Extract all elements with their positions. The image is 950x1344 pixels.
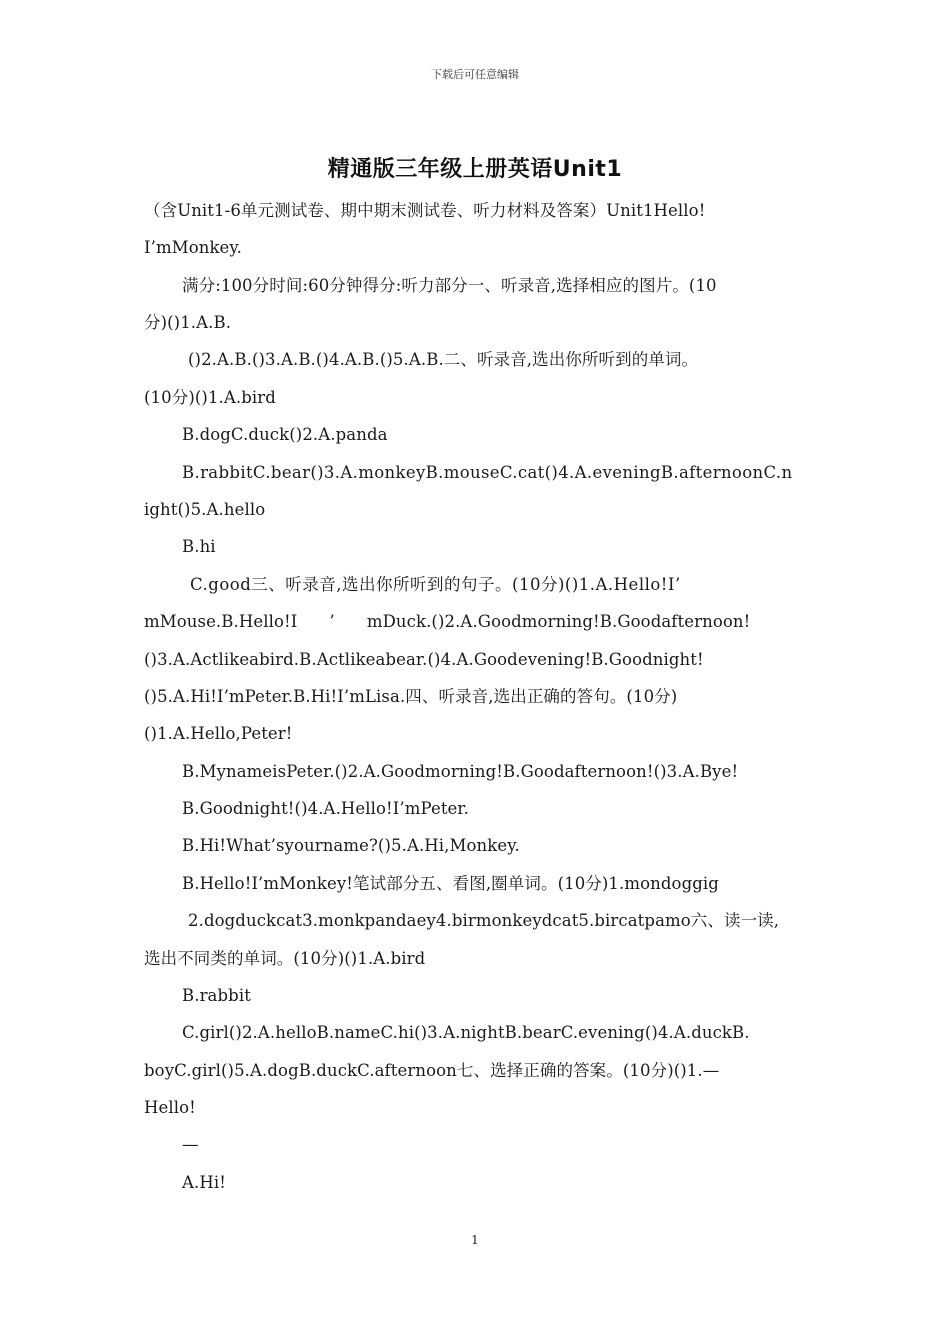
body-line: B.Hi!What’syourname?()5.A.Hi,Monkey. bbox=[182, 836, 520, 855]
body-line: — bbox=[182, 1135, 199, 1154]
body-line: C.girl()2.A.helloB.nameC.hi()3.A.nightB.bearC.evening()4.A.duckB. bbox=[182, 1023, 750, 1042]
body-line: boyC.girl()5.A.dogB.duckC.afternoon七、选择正确的答案。(10分)()1.— bbox=[144, 1061, 720, 1080]
body-line: I’mMonkey. bbox=[144, 238, 243, 257]
body-line: ()2.A.B.()3.A.B.()4.A.B.()5.A.B.二、听录音,选出你所听到的单词。 bbox=[188, 350, 699, 369]
body-line: 分)()1.A.B. bbox=[144, 313, 232, 332]
body-line: B.MynameisPeter.()2.A.Goodmorning!B.Goodafternoon!()3.A.Bye! bbox=[182, 762, 739, 781]
body-line: mMouse.B.Hello!I ’ mDuck.()2.A.Goodmorning!B.Goodafternoon! bbox=[144, 612, 751, 631]
page-header: 下载后可任意编辑 bbox=[431, 68, 519, 81]
body-line: ight()5.A.hello bbox=[144, 500, 266, 519]
document-title: 精通版三年级上册英语Unit1 bbox=[327, 157, 623, 182]
body-line: 2.dogduckcat3.monkpandaey4.birmonkeydcat5.bircatpamo六、读一读, bbox=[188, 911, 780, 930]
body-line: (10分)()1.A.bird bbox=[144, 388, 276, 407]
body-line: B.rabbitC.bear()3.A.monkeyB.mouseC.cat()4.A.eveningB.afternoonC.n bbox=[182, 463, 793, 482]
body-line: 选出不同类的单词。(10分)()1.A.bird bbox=[144, 949, 426, 968]
body-line: B.hi bbox=[182, 537, 216, 556]
body-line: A.Hi! bbox=[182, 1173, 226, 1192]
page-number: 1 bbox=[471, 1233, 479, 1247]
body-line: B.Hello!I’mMonkey!笔试部分五、看图,圈单词。(10分)1.mondoggig bbox=[182, 874, 719, 893]
body-line: ()3.A.Actlikeabird.B.Actlikeabear.()4.A.Goodevening!B.Goodnight! bbox=[144, 650, 704, 669]
body-line: B.dogC.duck()2.A.panda bbox=[182, 425, 388, 444]
body-line: （含Unit1-6单元测试卷、期中期末测试卷、听力材料及答案）Unit1Hello! bbox=[144, 201, 706, 220]
body-line: Hello! bbox=[144, 1098, 196, 1117]
body-line: ()1.A.Hello,Peter! bbox=[144, 724, 293, 743]
body-line: B.rabbit bbox=[182, 986, 251, 1005]
body-line: 满分:100分时间:60分钟得分:听力部分一、听录音,选择相应的图片。(10 bbox=[182, 276, 717, 295]
body-line: B.Goodnight!()4.A.Hello!I’mPeter. bbox=[182, 799, 469, 818]
body-line: ()5.A.Hi!I’mPeter.B.Hi!I’mLisa.四、听录音,选出正确的答句。(10分) bbox=[144, 687, 678, 706]
body-line: C.good三、听录音,选出你所听到的句子。(10分)()1.A.Hello!I’ bbox=[190, 575, 681, 594]
